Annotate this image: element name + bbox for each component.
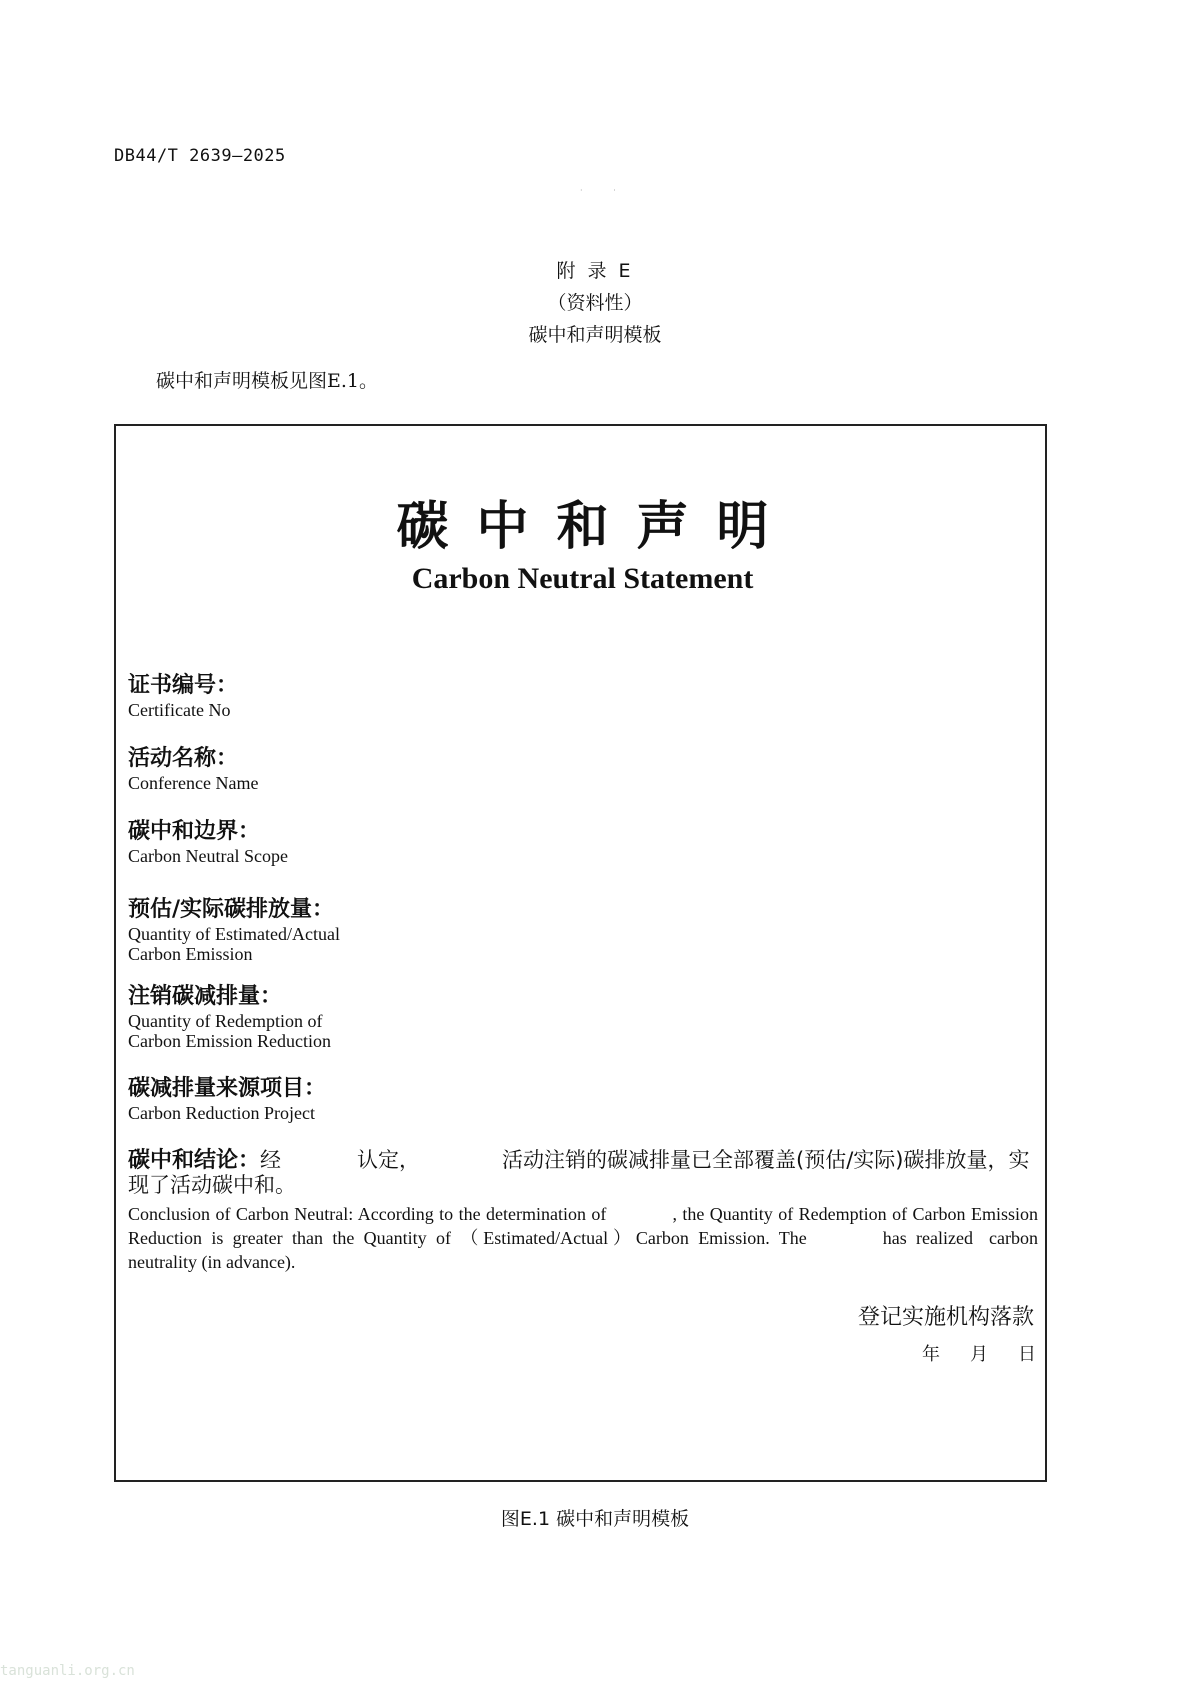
field-emission-reduction — [128, 983, 1038, 1051]
standard-code: DB44/T 2639—2025 — [114, 146, 286, 166]
date-month: 月 — [970, 1344, 988, 1365]
date-day: 日 — [1018, 1344, 1036, 1365]
field-reduction-project — [128, 1075, 1038, 1123]
conclusion-en-part1: Conclusion of Carbon Neutral: According to the determination of — [128, 1204, 607, 1224]
field-label-zh: 碳减排量来源项目： — [128, 1076, 327, 1101]
field-label-en-line2: Carbon Emission Reduction — [128, 1031, 331, 1051]
appendix-subtitle: （资料性） — [547, 292, 643, 314]
field-label-en: Carbon Neutral Scope — [128, 846, 288, 866]
field-label-zh: 证书编号： — [128, 673, 239, 698]
page-dots: · · — [580, 186, 630, 195]
date-year: 年 — [922, 1344, 940, 1365]
field-label-zh: 预估/实际碳排放量： — [128, 897, 335, 922]
intro-text: 碳中和声明模板见图E.1。 — [156, 370, 378, 392]
conclusion-en — [128, 1202, 1038, 1274]
date-line — [922, 1340, 1036, 1366]
field-label-zh: 碳中和边界： — [128, 819, 261, 844]
watermark: tanguanli.org.cn — [0, 1663, 135, 1679]
field-conference-name — [128, 745, 1038, 793]
issuer-signature: 登记实施机构落款 — [857, 1305, 1034, 1330]
certificate-title-zh: 碳中和声明 — [396, 497, 797, 557]
conclusion-en-part3: has realized — [882, 1228, 973, 1248]
conclusion-zh-part3: 活动注销的碳减排量已全部覆盖(预估/实际)碳排放量，实现了活动碳中和。 — [128, 1148, 1030, 1197]
appendix-name: 碳中和声明模板 — [528, 324, 662, 346]
field-carbon-emission — [128, 896, 1038, 964]
field-label-en-line1: Quantity of Estimated/Actual — [128, 924, 340, 944]
field-label-en: Conference Name — [128, 773, 259, 793]
appendix-title: 附 录 E — [556, 260, 634, 282]
field-label-en-line1: Quantity of Redemption of — [128, 1011, 323, 1031]
figure-caption: 图E.1 碳中和声明模板 — [500, 1508, 690, 1530]
conclusion-label: 碳中和结论： — [128, 1148, 261, 1173]
field-label-zh: 注销碳减排量： — [128, 984, 283, 1009]
field-certificate-no — [128, 672, 1038, 720]
field-label-en: Certificate No — [128, 700, 231, 720]
conclusion-en-part2: , the Quantity of Redemption of Carbon Emission Reduction is greater than the Quantity of （Estimated/Actual）Carbon Emission. The — [128, 1204, 1038, 1248]
conclusion-block — [128, 1148, 1038, 1274]
certificate-title-en: Carbon Neutral Statement — [411, 562, 754, 595]
field-label-en: Carbon Reduction Project — [128, 1103, 315, 1123]
conclusion-en-part4: carbon neutrality (in advance). — [128, 1228, 1038, 1272]
field-label-en-line2: Carbon Emission — [128, 944, 253, 964]
field-label-zh: 活动名称： — [128, 746, 239, 771]
conclusion-zh-part2: 认定， — [357, 1148, 421, 1172]
conclusion-zh — [128, 1148, 1038, 1198]
conclusion-zh-part1: 经 — [260, 1148, 282, 1172]
field-carbon-neutral-scope — [128, 818, 1038, 866]
